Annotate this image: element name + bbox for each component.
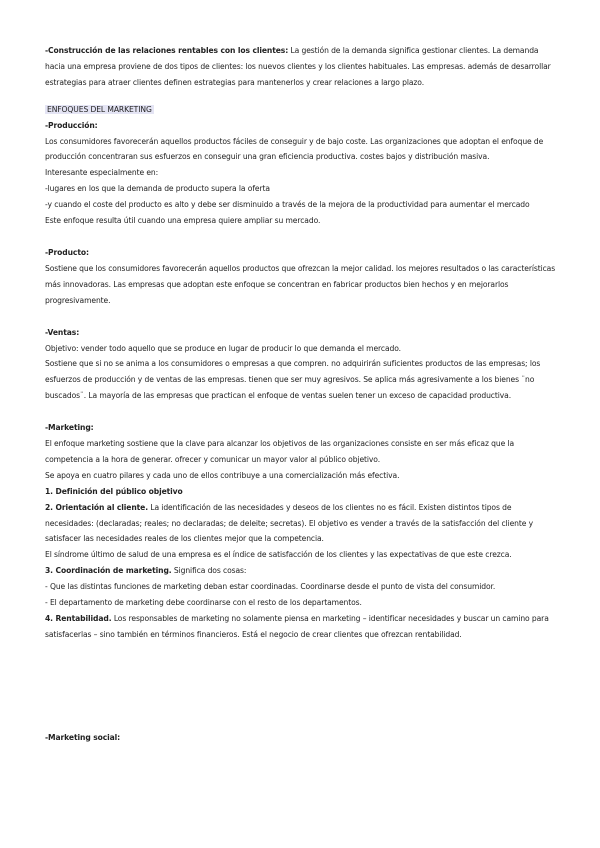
pillar-2-note: El síndrome último de salud de una empresa es el índice de satisfacción de los clientes y las expectativas de que este crezca. — [45, 550, 512, 560]
pillar-3-item: - El departamento de marketing debe coordinarse con el resto de los departamentos. — [45, 598, 362, 608]
produccion-line: -lugares en los que la demanda de producto supera la oferta — [45, 184, 270, 194]
intro-text: La gestión de la demanda significa gestionar clientes. La demanda hacia una empresa proviene de dos tipos de clientes: los nuevos clientes y los clientes habituales. Las empresas. además de desarrollar estrategias para atraer clientes definen estrategias para mantenerlos y crear relaciones a largo plazo. — [45, 46, 551, 87]
producto-heading-text: -Producto: — [45, 247, 89, 257]
ventas-line: Sostiene que si no se anima a los consumidores o empresas a que compren. no adquirirán suficientes productos de las empresas; los esfuerzos de producción y de ventas de las empresas. tienen que ser muy agresivos. Se aplica más agresivamente a los bienes ¨no buscados¨. La mayoría de las empresas que practican el enfoque de ventas suelen tener un exceso de capacidad productiva. — [45, 359, 541, 401]
marketing-line: El enfoque marketing sostiene que la clave para alcanzar los objetivos de las organizaciones consiste en ser más eficaz que la competencia a la hora de generar. ofrecer y comunicar un mayor valor al público objetivo. — [45, 439, 515, 464]
pillar-2-text: La identificación de las necesidades y deseos de los clientes no es fácil. Existen distintos tipos de necesidades: (declaradas; reales; no declaradas; de deleite; secretas). El objetivo es vender a través de la satisfacción del cliente y satisfacer las necesidades reales de los clientes mejor que la competencia. — [45, 502, 534, 544]
social-heading — [45, 730, 560, 746]
pillar-3 — [45, 563, 560, 579]
pillar-2-title: 2. Orientación al cliente. — [45, 502, 148, 512]
marketing-line: Se apoya en cuatro pilares y cada uno de ellos contribuye a una comercialización más efectiva. — [45, 470, 400, 480]
produccion-line: -y cuando el coste del producto es alto y debe ser disminuido a través de la mejora de la productividad para aumentar el mercado — [45, 200, 530, 210]
intro-heading: -Construcción de las relaciones rentables con los clientes: — [45, 46, 289, 55]
pillar-3-item: - Que las distintas funciones de marketing deban estar coordinadas. Coordinarse desde el punto de vista del consumidor. — [45, 582, 496, 592]
marketing-heading-text: -Marketing: — [45, 423, 94, 433]
produccion-heading-text: -Producción: — [45, 120, 98, 130]
ventas-line: Objetivo: vender todo aquello que se produce en lugar de producir lo que demanda el mercado. — [45, 343, 401, 353]
produccion-line: Interesante especialmente en: — [45, 168, 159, 178]
pillar-3-title: 3. Coordinación de marketing. — [45, 566, 172, 576]
producto-text: Sostiene que los consumidores favorecerán aquellos productos que ofrezcan la mejor calidad. los mejores resultados o las características más innovadoras. Las empresas que adoptan este enfoque se concentran en fabricar productos bien hechos y en mejorarlos progresivamente. — [45, 263, 556, 305]
producto-heading — [45, 245, 560, 261]
section-title: ENFOQUES DEL MARKETING — [47, 104, 152, 114]
produccion-heading — [45, 118, 560, 134]
produccion-line: Este enfoque resulta útil cuando una empresa quiere ampliar su mercado. — [45, 216, 321, 226]
pillar-3-text: Significa dos cosas: — [171, 566, 247, 576]
social-heading-text: -Marketing social: — [45, 732, 121, 742]
pillar-1-title: 1. Definición del público objetivo — [45, 486, 183, 496]
pillar-2 — [45, 500, 560, 548]
intro-paragraph — [45, 43, 560, 91]
ventas-heading — [45, 325, 560, 341]
section-title-line — [45, 102, 560, 118]
marketing-heading — [45, 420, 560, 436]
pillar-4-title: 4. Rentabilidad. — [45, 614, 112, 623]
produccion-line: Los consumidores favorecerán aquellos productos fáciles de conseguir y de bajo coste. Las organizaciones que adoptan el enfoque de producción concentraran sus esfuerzos en conseguir una gran eficiencia productiva. costes bajos y distribución masiva. — [45, 136, 544, 162]
ventas-heading-text: -Ventas: — [45, 327, 80, 337]
pillar-4 — [45, 611, 560, 643]
pillar-1 — [45, 484, 560, 500]
pillar-4-text: Los responsables de marketing no solamente piensa en marketing – identificar necesidades y buscar un camino para satisfacerlas – sino también en términos financieros. Está el negocio de crear clientes que ofrezcan rentabilidad. — [45, 614, 549, 639]
document-body — [45, 43, 560, 746]
